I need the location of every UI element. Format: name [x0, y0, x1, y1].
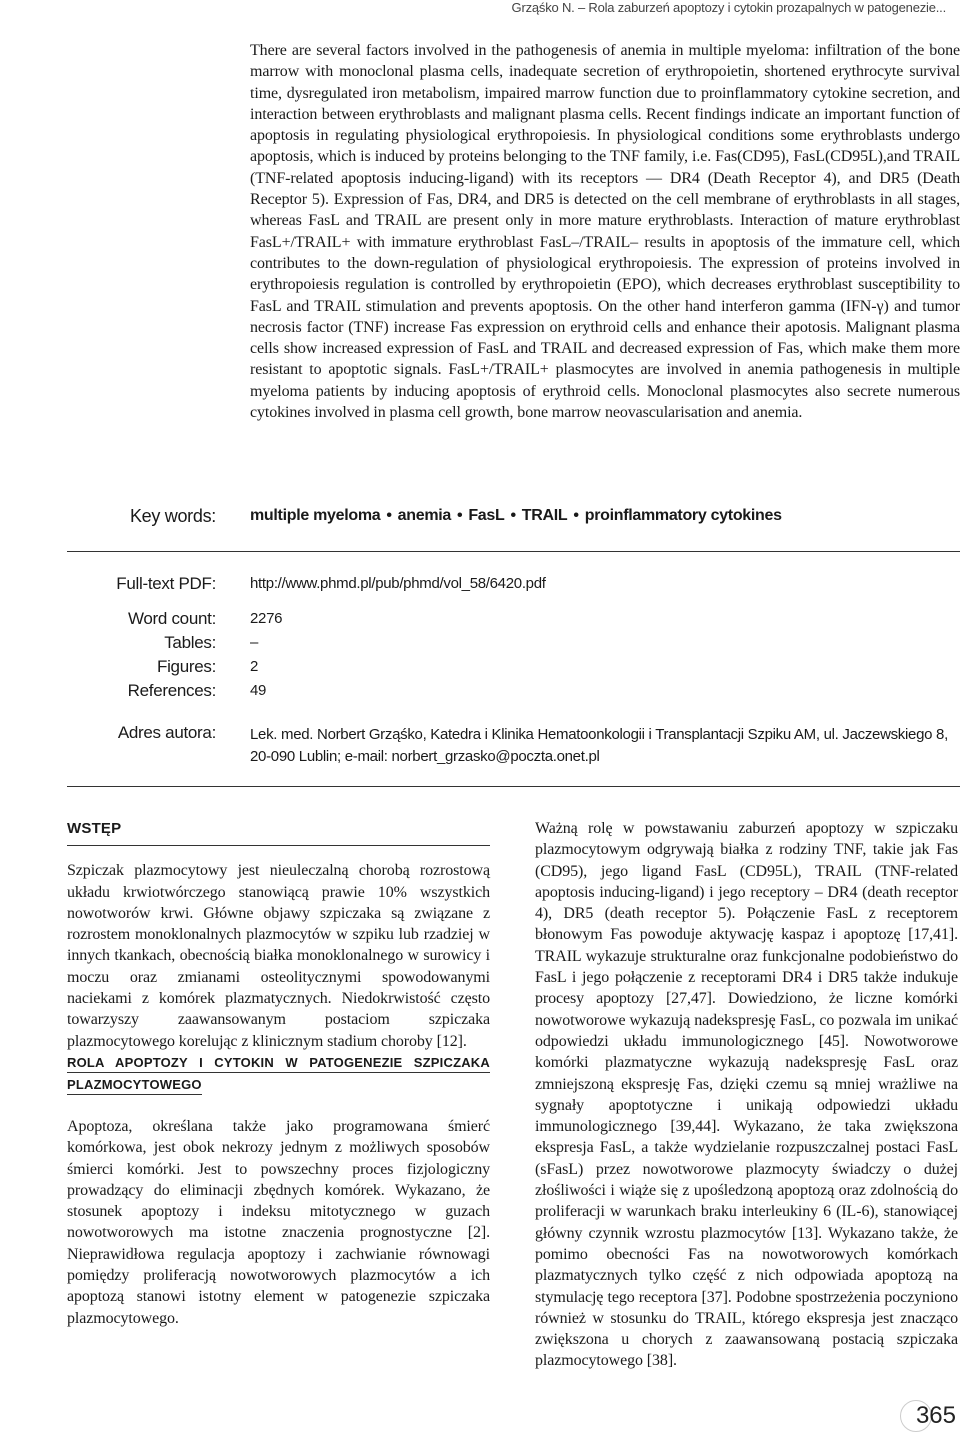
address-label: Adres autora:: [117, 723, 216, 742]
keyword-separator: •: [457, 507, 463, 524]
keyword-separator: •: [573, 507, 579, 524]
left-column: [67, 818, 490, 1329]
fulltext-label: Full-text PDF:: [116, 574, 216, 593]
section-heading: ROLA APOPTOZY I CYTOKIN W PATOGENEZIE SZPICZAKA PLAZMOCYTOWEGO: [67, 1055, 490, 1095]
keyword: anemia: [397, 507, 452, 524]
keyword-separator: •: [510, 507, 516, 524]
fulltext-link[interactable]: http://www.phmd.pl/pub/phmd/vol_58/6420.pdf: [250, 575, 546, 592]
keyword: FasL: [468, 507, 505, 524]
keyword-separator: •: [386, 507, 392, 524]
page-number: 365: [915, 1402, 956, 1429]
keyword: TRAIL: [521, 507, 568, 524]
paragraph: Apoptoza, określana także jako programowana śmierć komórkowa, jest obok nekrozy jednym z możliwych sposobów śmierci komórki. Jest to powszechny proces fizjologiczny prowadzący do eliminacji zbędnych komórek. Wykazano, że stosunek apoptozy i indeksu mitotycznego w guzach nowotworowych ma istotne znaczenia prognostyczne [2]. Nieprawidłowa regulacja apoptozy i zachwianie równowagi pomiędzy proliferacją nowotworowych plazmocytów a ich apoptozą stanowi istotny element w patogenezie szpiczaka plazmocytowego.: [67, 1117, 490, 1327]
tables-label: Tables:: [164, 633, 216, 652]
references-value: 49: [250, 682, 267, 699]
abstract-text: There are several factors involved in the pathogenesis of anemia in multiple myeloma: infiltration of the bone marrow with monoclonal plasma cells, inadequate secretion of erythropoietin, shortened erythrocyte survival time, dysregulated iron metabolism, impaired marrow function due to proinflammatory cytokine secretion, and interaction between erythroblasts and malignant plasma cells. Recent findings indicate an important function of apoptosis in regulating physiological erythropoiesis. In physiological conditions some erythroblasts undergo apoptosis, which is induced by proteins belonging to the TNF family, i.e. Fas(CD95), FasL(CD95L),and TRAIL (TNF-related apoptosis inducing-ligand) with its receptors — DR4 (Death Receptor 4), and DR5 (Death Receptor 5). Expression of Fas, DR4, and DR5 is detected on the cell membrane of erythroblasts in all stages, whereas FasL and TRAIL are present only in more mature erythroblasts. Interaction of mature erythroblast FasL+/TRAIL+ with immature erythroblast FasL–/TRAIL– results in apoptosis of the immature cell, which contributes to the down-regulation of physiological erythropoiesis. The expression of proteins involved in erythropoiesis regulation is controlled by erythropoietin (EPO), which decreases erythroblast susceptibility to FasL and TRAIL stimulation and prevents apoptosis. On the other hand interferon gamma (IFN-γ) and tumor necrosis factor (TNF) increase Fas expression on erythroid cells and enhance their apotosis. Malignant plasma cells show increased expression of FasL and TRAIL and decreased expression of Fas, which make them more resistant to apoptotic signals. FasL+/TRAIL+ plasmocytes are involved in anemia pathogenesis in multiple myeloma patients by inducing apoptosis of erythroid cells. Monoclonal plasmocytes also secrete numerous cytokines involved in plasma cell growth, bone marrow neovascularisation and anemia.: [250, 42, 960, 422]
paragraph: Ważną rolę w powstawaniu zaburzeń apoptozy w szpiczaku plazmocytowym odgrywają białka z rodziny TNF, takie jak Fas (CD95), jego ligand FasL (CD95L), TRAIL (TNF-related apoptosis inducing-ligand) i jego receptory – DR4 (death receptor 4), DR5 (death receptor 5). Połączenie FasL z receptorem błonowym Fas powoduje aktywację kaspaz i apoptozę [17,41]. TRAIL wykazuje strukturalne oraz funkcjonalne podobieństwo do FasL i jego połączenie z receptorami DR4 i DR5 także indukuje procesy apoptozy [27,47]. Dowiedziono, że liczne komórki nowotworowe wykazują nadekspresję FasL, co pozwala im unikać odpowiedzi układu immunologicznego [45]. Nowotworowe komórki plazmatyczne wykazują nadekspresję FasL oraz zmniejszoną ekspresję Fas, dzięki czemu są mniej wrażliwe na sygnały apoptotyczne i unikają odpowiedzi układu immunologicznego [39,44]. Wykazano, że taka zwiększona ekspresja FasL, a także wydzielanie rozpuszczalnej postaci FasL (sFasL) przez nowotworowe plazmocyty świadczy o dużej złośliwości i wiąże się z upośledzoną apoptozą oraz zdolnością do proliferacji w warunkach braku interleukiny 6 (IL-6), stanowiącej główny czynnik wzrostu plazmocytów [13]. Wykazano także, że pomimo obecności Fas na nowotworowych komórkach plazmatycznych tylko część z nich odpowiada apoptozą na stymulację tego receptora [37]. Podobne spostrzeżenia poczyniono również w stosunku do TRAIL, którego ekspresja jest znacząco zwiększona u chorych z zaawansowaną postacią szpiczaka plazmocytowego [38].: [535, 820, 958, 1370]
divider: [67, 786, 960, 787]
tables-value: –: [250, 634, 259, 651]
author-address: [250, 724, 948, 768]
divider: [67, 551, 960, 552]
figures-label: Figures:: [156, 657, 216, 676]
running-header: Grząśko N. – Rola zaburzeń apoptozy i cytokin prozapalnych w patogenezie...: [511, 0, 946, 15]
paragraph: Szpiczak plazmocytowy jest nieuleczalną chorobą rozrostową układu krwiotwórczego stanowiącą prawie 10% wszystkich nowotworów krwi. Główne objawy szpiczaka są związane z rozrostem monoklonalnych plazmocytów w szpiku lub rzadziej w innych tkankach, obecnością białka monoklonalnego w surowicy i moczu oraz zmianami osteolitycznymi spowodowanymi naciekami z komórek plazmatycznych. Niedokrwistość często towarzyszy zaawansowanym postaciom szpiczaka plazmocytowego korelując z klinicznym stadium choroby [12].: [67, 862, 490, 1050]
keyword: proinflammatory cytokines: [584, 507, 782, 524]
keywords-label: Key words:: [129, 506, 216, 526]
address-line: Lek. med. Norbert Grząśko, Katedra i Klinika Hematoonkologii i Transplantacji Szpiku AM, ul. Jaczewskiego 8,: [250, 726, 948, 743]
address-line[interactable]: 20-090 Lublin; e-mail: norbert_grzasko@poczta.onet.pl: [250, 748, 600, 765]
wordcount-value: 2276: [250, 610, 283, 627]
references-label: References:: [127, 681, 216, 700]
figures-value: 2: [250, 658, 259, 675]
right-column: [535, 818, 958, 1372]
keywords-list: [250, 507, 782, 525]
section-heading: WSTĘP: [67, 818, 490, 846]
wordcount-label: Word count:: [127, 609, 216, 628]
keyword: multiple myeloma: [250, 507, 381, 524]
